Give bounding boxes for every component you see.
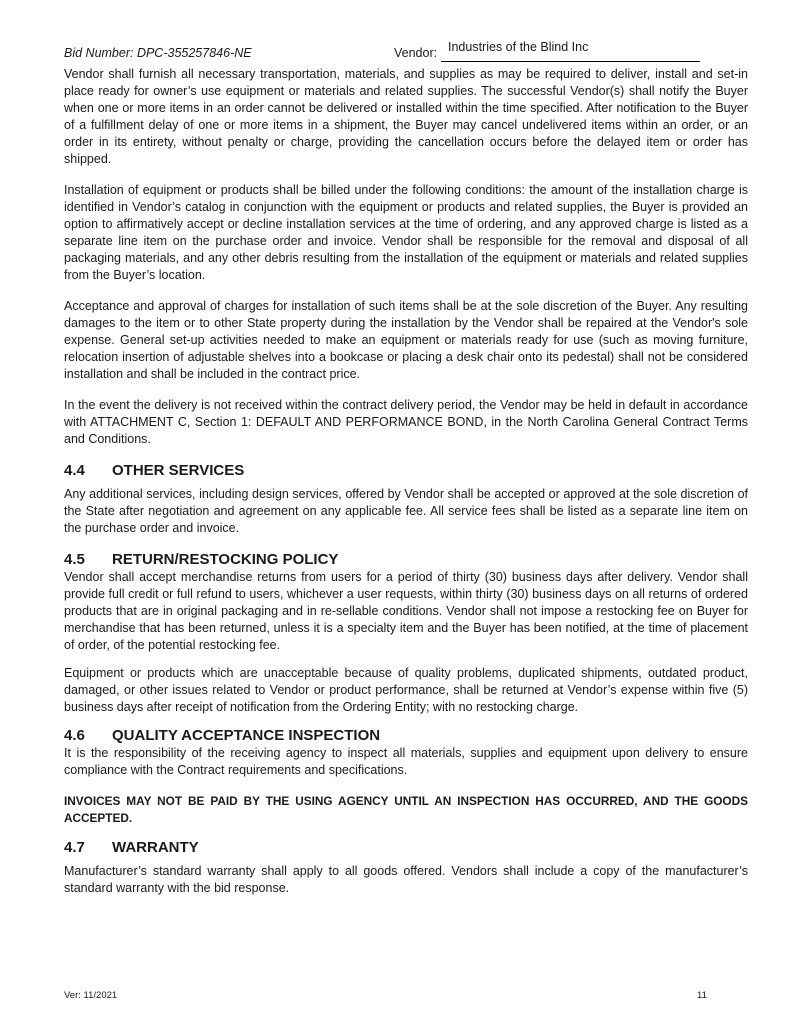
section-number: 4.4 bbox=[64, 462, 85, 479]
inspection-paragraph: It is the responsibility of the receiving agency to inspect all materials, supplies and equipment upon delivery to ensure compliance with the Contract requirements and specifications. bbox=[64, 746, 748, 777]
section-title: OTHER SERVICES bbox=[112, 462, 245, 479]
section-title: WARRANTY bbox=[112, 839, 199, 856]
unacceptable-products-paragraph: Equipment or products which are unacceptable because of quality problems, duplicated shipments, outdated product, damaged, or other issues related to Vendor or product performance, shall be returned at Vendor’s expense within five (5) business days after receipt of notification from the Ordering Entity; with no restocking charge. bbox=[64, 666, 748, 714]
return-policy-paragraph: Vendor shall accept merchandise returns from users for a period of thirty (30) business days after delivery. Vendor shall provide full credit or full refund to users, whichever a user requests, within thirty (30) business days on all returns of ordered products that are in original packaging and in re-sellable conditions. Vendor shall not impose a restocking fee on Buyer for merchandise that has been returned, unless it is a specialty item and the Buyer has been notified, at the time of placement of order, of the potential restocking fee. bbox=[64, 570, 748, 652]
page-header bbox=[64, 40, 748, 66]
warranty-paragraph: Manufacturer’s standard warranty shall apply to all goods offered. Vendors shall include a copy of the manufacturer’s standard warranty with the bid response. bbox=[64, 864, 748, 895]
section-heading-warranty bbox=[64, 839, 748, 857]
section-heading-other-services bbox=[64, 462, 748, 480]
invoice-notice: INVOICES MAY NOT BE PAID BY THE USING AGENCY UNTIL AN INSPECTION HAS OCCURRED, AND THE GOODS ACCEPTED. bbox=[64, 794, 748, 825]
footer-version: Ver: 11/2021 bbox=[64, 990, 118, 1001]
section-number: 4.5 bbox=[64, 551, 85, 568]
page-number: 11 bbox=[697, 990, 707, 1001]
section-title: RETURN/RESTOCKING POLICY bbox=[112, 551, 339, 568]
section-number: 4.6 bbox=[64, 727, 85, 744]
other-services-paragraph: Any additional services, including design services, offered by Vendor shall be accepted or approved at the sole discretion of the State after negotiation and agreement on any applicable fee. All service fees shall be listed as a separate line item on the purchase order and invoice. bbox=[64, 487, 748, 535]
document-page bbox=[64, 40, 748, 911]
vendor-label: Vendor: bbox=[394, 46, 438, 60]
vendor-underline bbox=[441, 61, 700, 62]
bid-number: Bid Number: DPC-355257846-NE bbox=[64, 46, 252, 60]
installation-paragraph: Installation of equipment or products shall be billed under the following conditions: the amount of the installation charge is identified in Vendor’s catalog in conjunction with the equipment or products and related supplies, the Buyer is provided an option to affirmatively accept or decline installation services at the time of ordering, and any approved charge is listed as a separate line item on the purchase order and invoice. Vendor shall be responsible for the removal and disposal of all packaging materials, and any other debris resulting from the installation of the equipment or materials and related supplies from the Buyer’s location. bbox=[64, 183, 748, 282]
section-heading-quality-inspection bbox=[64, 727, 748, 745]
delivery-default-paragraph: In the event the delivery is not received within the contract delivery period, the Vendor may be held in default in accordance with ATTACHMENT C, Section 1: DEFAULT AND PERFORMANCE BOND, in the North Carolina General Contract Terms and Conditions. bbox=[64, 398, 748, 446]
section-heading-return-policy bbox=[64, 551, 748, 569]
vendor-name: Industries of the Blind Inc bbox=[448, 40, 589, 54]
section-title: QUALITY ACCEPTANCE INSPECTION bbox=[112, 727, 381, 744]
section-number: 4.7 bbox=[64, 839, 85, 856]
delivery-paragraph: Vendor shall furnish all necessary transportation, materials, and supplies as may be required to deliver, install and set-in place ready for owner’s use equipment or materials and related supplies. The successful Vendor(s) shall notify the Buyer when one or more items in an order cannot be delivered or installed within the time specified. After notification to the Buyer of a fulfillment delay of one or more items in a shipment, the Buyer may cancel undelivered items within an order, or an order in its entirety, without penalty or charge, providing the cancellation occurs before the delayed item or order has shipped. bbox=[64, 67, 748, 166]
installation-approval-paragraph: Acceptance and approval of charges for installation of such items shall be at the sole discretion of the Buyer. Any resulting damages to the item or to other State property during the installation by the Vendor shall be repaired at the Vendor's sole expense. General set-up activities needed to make an equipment or materials ready for use (such as moving furniture, relocation insertion of adjustable shelves into a bookcase or placing a desk chair onto its pedestal) shall not be considered installation and shall be included in the contract price. bbox=[64, 299, 748, 381]
